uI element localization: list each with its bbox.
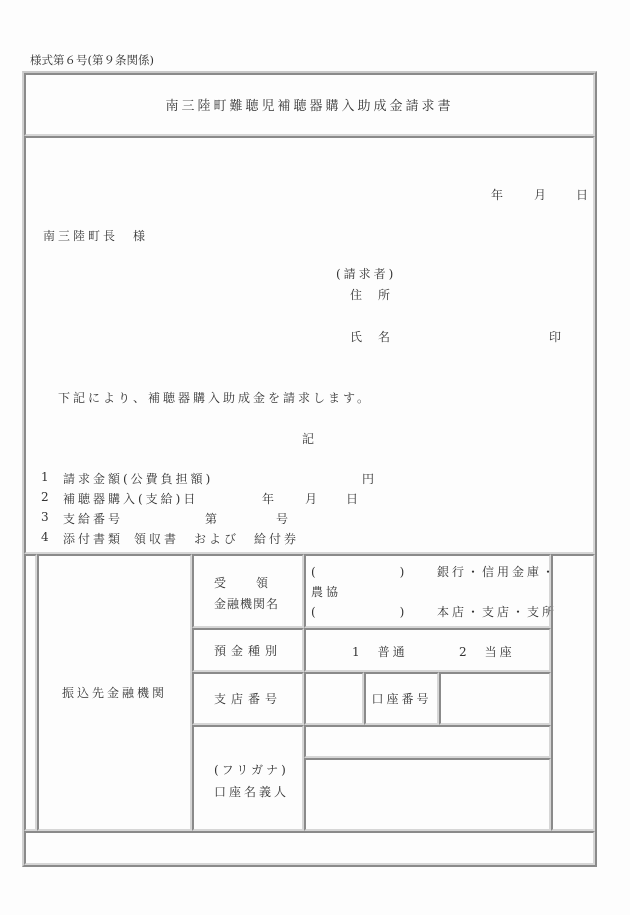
deposit-option-ordinary[interactable]: 1 普通	[352, 645, 408, 659]
claimant-heading: (請求者)	[336, 267, 397, 281]
branch-number-label-cell	[192, 672, 304, 725]
item-4-docs: 領収書 および 給付券	[134, 532, 300, 546]
account-number-label: 口座番号	[371, 692, 432, 706]
institution-type-nokyo: 農協	[311, 585, 342, 599]
item-1-yen: 円	[362, 472, 375, 486]
item-3-dai: 第	[205, 512, 218, 526]
date-year-label: 年	[491, 188, 504, 202]
form-title: 南三陸町難聴児補聴器購入助成金請求書	[165, 99, 454, 114]
title-row	[24, 73, 595, 136]
name-label: 氏 名	[350, 330, 393, 344]
form-number: 様式第６号(第９条関係)	[30, 53, 154, 67]
branch-name-paren: ( )	[311, 605, 405, 619]
account-number-label-cell	[364, 672, 439, 725]
branch-types: 本店・支店・支所	[437, 605, 558, 619]
item-3-go: 号	[276, 512, 289, 526]
item-2-month: 月	[305, 492, 318, 506]
institution-types: 銀行・信用金庫・	[437, 565, 558, 579]
request-statement: 下記により、補聴器購入助成金を請求します。	[58, 391, 373, 405]
institution-label-line2: 金融機関名	[214, 597, 280, 611]
item-4-number: 4	[41, 530, 49, 544]
institution-label-line1: 受 領	[214, 576, 271, 590]
institution-name-field[interactable]	[304, 554, 558, 628]
item-3-label: 支給番号	[63, 512, 124, 526]
institution-label-cell	[192, 554, 304, 628]
deposit-type-label: 預金種別	[213, 643, 282, 658]
account-holder-label-cell	[192, 725, 304, 831]
account-number-field[interactable]	[439, 672, 551, 725]
item-2-number: 2	[41, 490, 49, 504]
footer-row	[24, 831, 595, 865]
item-3-number: 3	[41, 510, 49, 524]
bank-spacer-left	[24, 554, 37, 831]
furigana-field[interactable]	[304, 725, 551, 758]
bank-spacer-right	[551, 554, 595, 831]
address-label: 住 所	[350, 288, 393, 302]
item-4-label: 添付書類	[63, 532, 124, 546]
item-2-day: 日	[346, 492, 359, 506]
deposit-type-label-cell	[192, 628, 304, 672]
account-holder-field[interactable]	[304, 758, 551, 831]
item-1-label: 請求金額(公費負担額)	[63, 472, 214, 486]
branch-number-field[interactable]	[304, 672, 364, 725]
item-1-number: 1	[41, 470, 49, 484]
deposit-type-field[interactable]	[304, 628, 551, 672]
seal-mark: 印	[549, 330, 562, 344]
furigana-label: (フリガナ)	[214, 763, 289, 777]
item-2-year: 年	[262, 492, 275, 506]
bank-section-label-cell	[37, 554, 192, 831]
institution-name-paren: ( )	[311, 565, 405, 579]
bank-section-label: 振込先金融機関	[61, 686, 167, 700]
deposit-option-current[interactable]: 2 当座	[459, 645, 515, 659]
branch-number-label: 支店番号	[213, 692, 282, 706]
account-holder-label: 口座名義人	[214, 785, 290, 799]
date-month-label: 月	[534, 188, 547, 202]
date-day-label: 日	[576, 188, 589, 202]
addressee: 南三陸町長 様	[43, 229, 149, 243]
item-2-label: 補聴器購入(支給)日	[63, 492, 199, 506]
ki-heading: 記	[302, 432, 315, 446]
